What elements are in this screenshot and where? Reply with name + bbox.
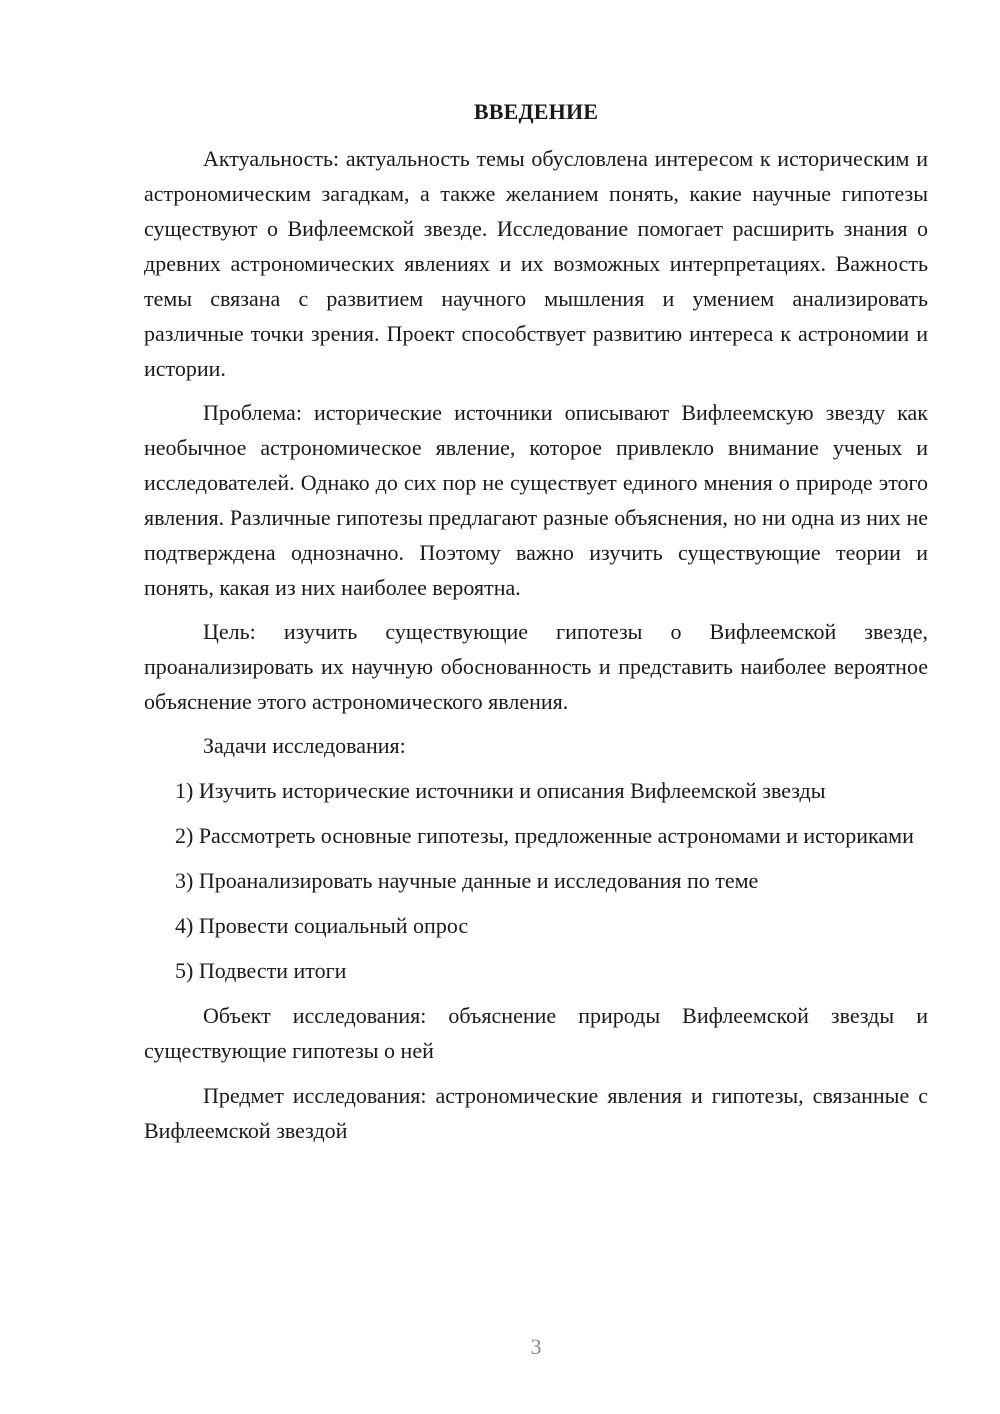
list-item: 4) Провести социальный опрос: [175, 913, 469, 938]
goal-paragraph: Цель: изучить существующие гипотезы о Вифлеемской звезде, проанализировать их научную обоснованность и представить наиболее вероятное объяснение этого астрономического явления.: [144, 619, 928, 714]
section-title: ВВЕДЕНИЕ: [473, 99, 599, 124]
subject-paragraph: Предмет исследования: астрономические явления и гипотезы, связанные с Вифлеемской звездой: [144, 1083, 928, 1143]
relevance-paragraph: Актуальность: актуальность темы обусловлена интересом к историческим и астрономическим загадкам, а также желанием понять, какие научные гипотезы существуют о Вифлеемской звезде. Исследование помогает расширить знания о древних астрономических явлениях и их возможных интерпретациях. Важность темы связана с развитием научного мышления и умением анализировать различные точки зрения. Проект способствует развитию интереса к астрономии и истории.: [144, 146, 928, 381]
problem-paragraph: Проблема: исторические источники описывают Вифлеемскую звезду как необычное астрономическое явление, которое привлекло внимание ученых и исследователей. Однако до сих пор не существует единого мнения о природе этого явления. Различные гипотезы предлагают разные объяснения, но ни одна из них не подтверждена однозначно. Поэтому важно изучить существующие теории и понять, какая из них наиболее вероятна.: [144, 400, 928, 600]
page-number: 3: [530, 1334, 542, 1359]
page-content: [144, 94, 928, 1148]
tasks-list: [144, 773, 928, 988]
list-item: 1) Изучить исторические источники и описания Вифлеемской звезды: [175, 778, 826, 803]
object-paragraph: Объект исследования: объяснение природы Вифлеемской звезды и существующие гипотезы о ней: [144, 1003, 928, 1063]
list-item: 2) Рассмотреть основные гипотезы, предложенные астрономами и историками: [175, 823, 914, 848]
list-item: 5) Подвести итоги: [175, 958, 347, 983]
list-item: 3) Проанализировать научные данные и исследования по теме: [175, 868, 759, 893]
tasks-heading: Задачи исследования:: [203, 733, 406, 758]
